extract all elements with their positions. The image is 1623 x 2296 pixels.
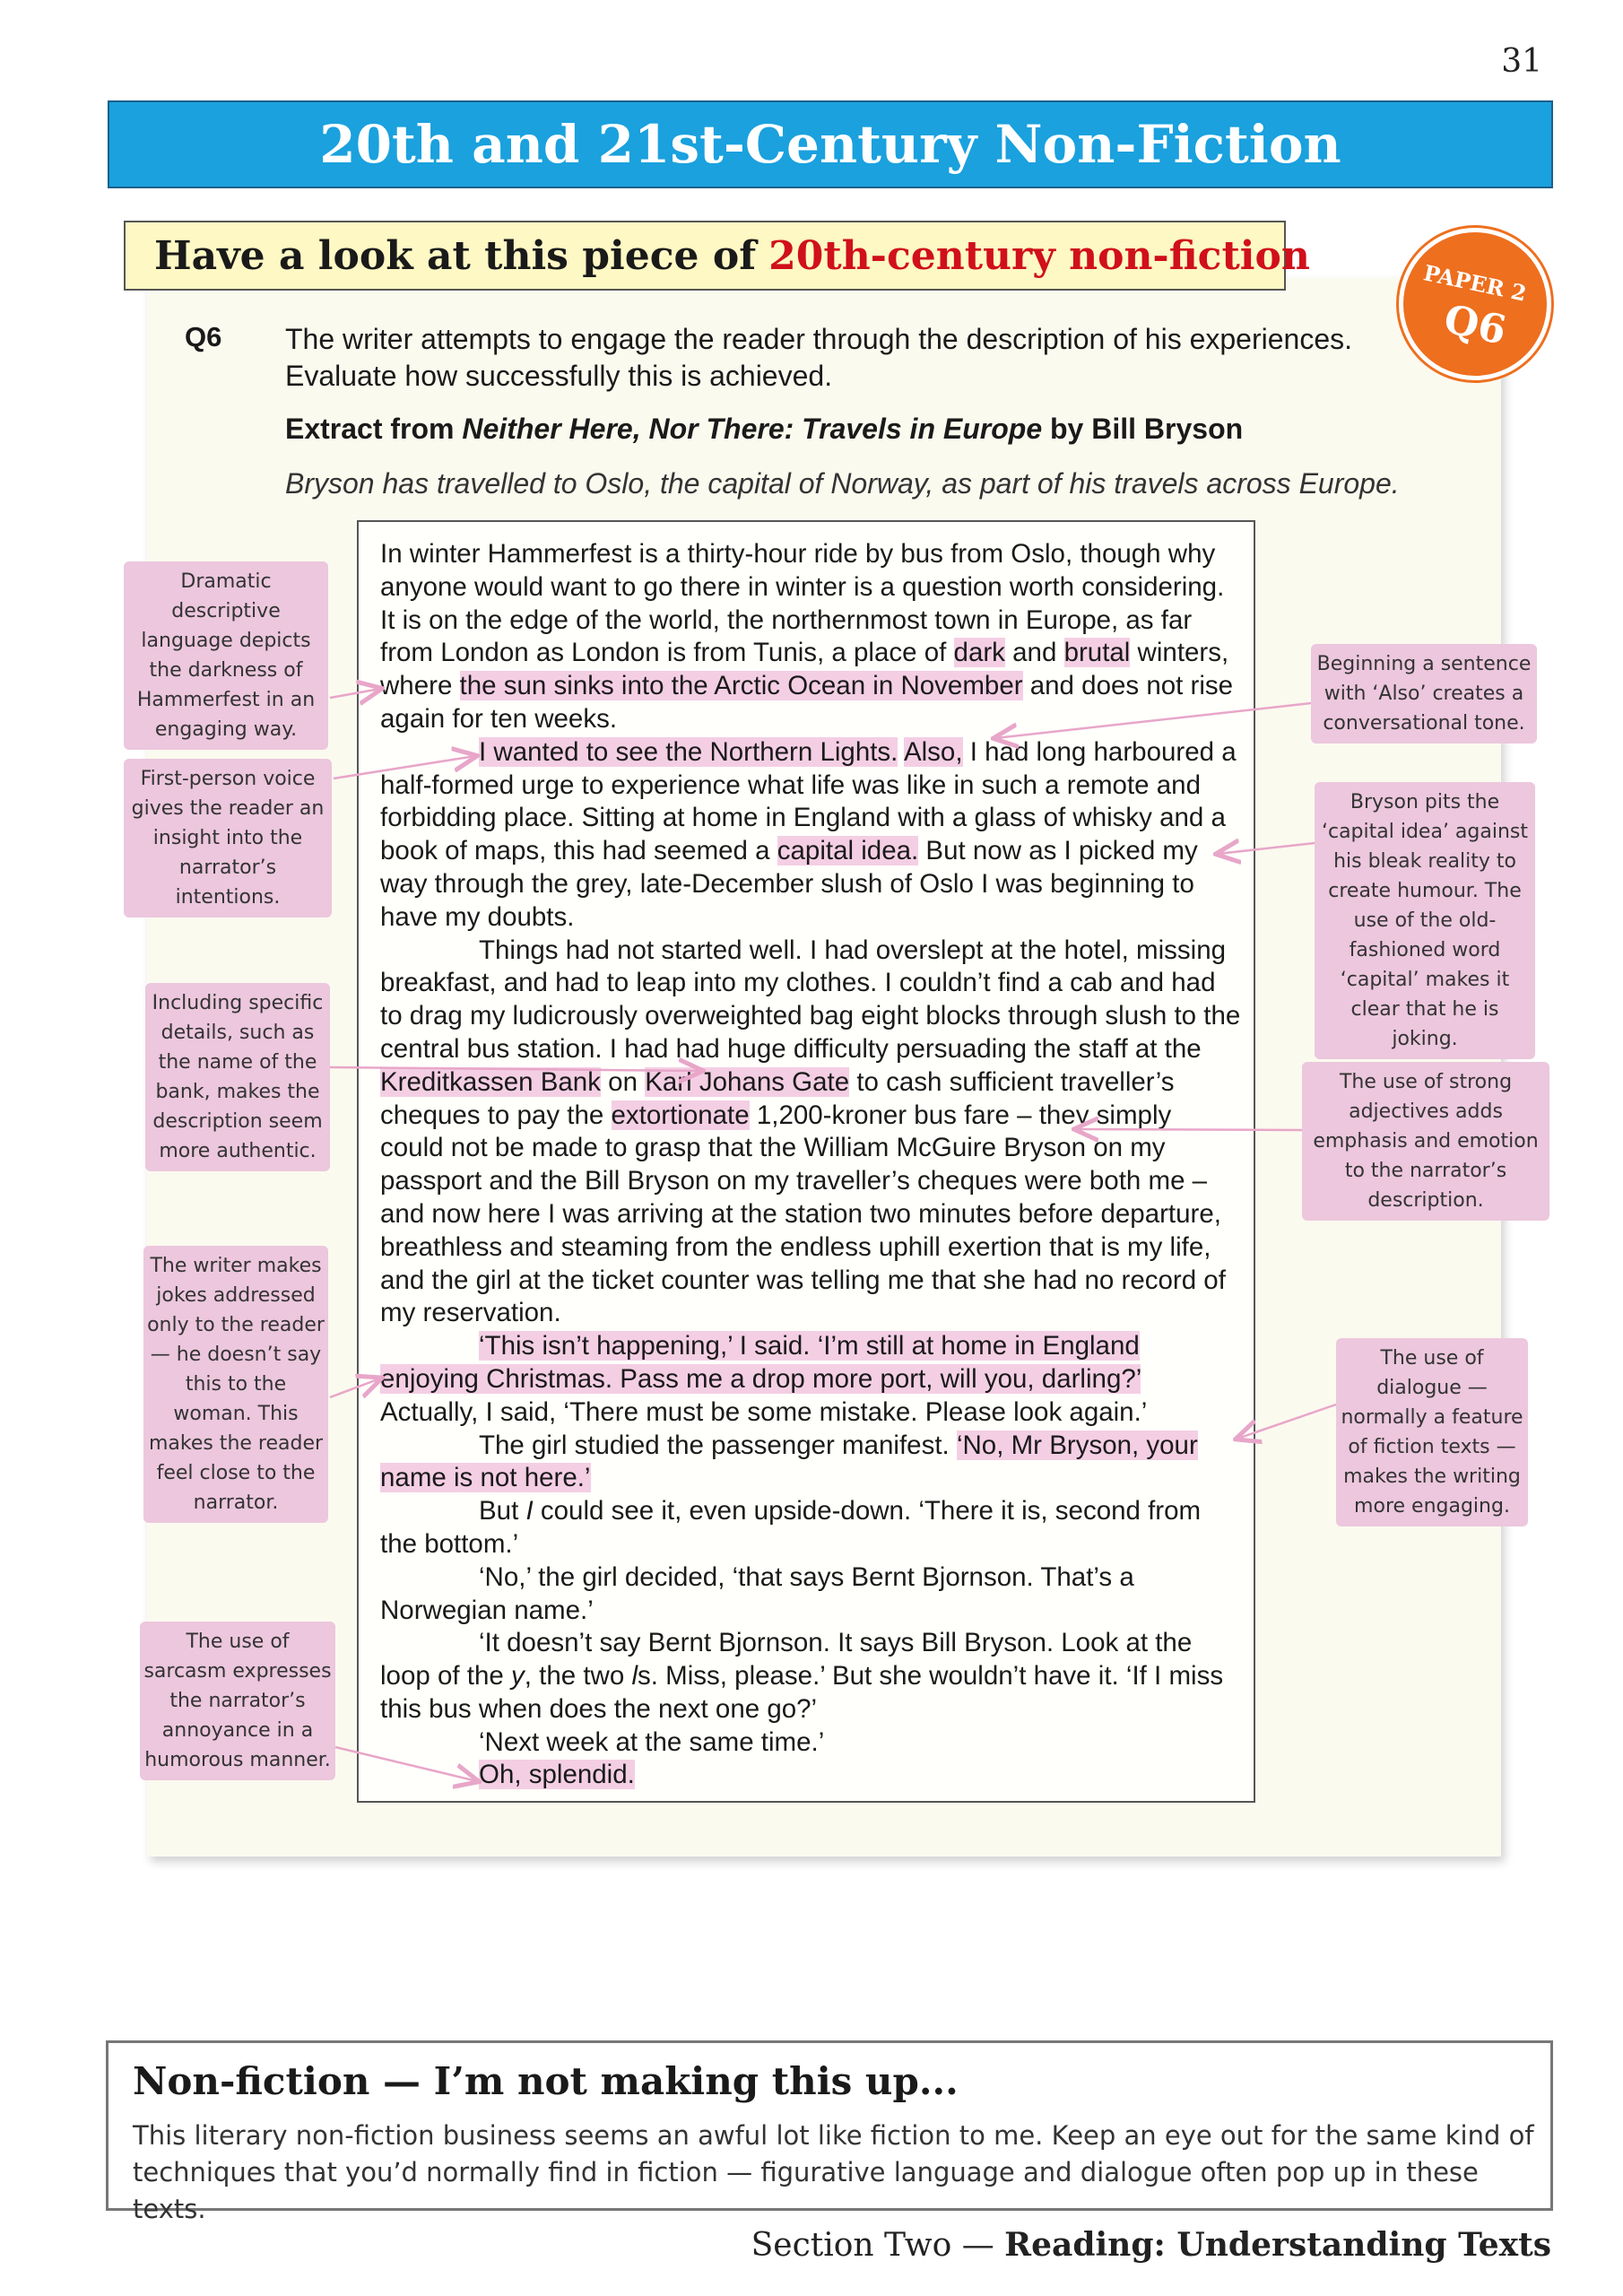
highlight-bank: Kreditkassen Bank (380, 1066, 601, 1097)
paragraph-2: I wanted to see the Northern Lights. Also, I had long harboured a half-formed urge to experience what life was like in such a remote and forbidding place. Sitting at home in England with a glass of whisky and a book of maps, this had seemed a capital idea. But now as I picked my way through the grey, late-December slush of Oslo I was beginning to have my doubts. (380, 736, 1237, 932)
arrow-dramatic (330, 689, 380, 698)
note-specific-details: Including specific details, such as the name of the bank, makes the description seem more authentic. (145, 983, 330, 1171)
highlight-joke: ‘This isn’t happening,’ I said. ‘I’m still at home in England enjoying Christmas. Pass me a drop more port, will you, darling?’ (380, 1331, 1141, 1394)
paragraph-5: The girl studied the passenger manifest. ‘No, Mr Bryson, your name is not here.’ (380, 1430, 1198, 1493)
section-footer (751, 2226, 1551, 2264)
note-dialogue: The use of dialogue — normally a feature of fiction texts — makes the writing more engaging. (1336, 1338, 1528, 1526)
footer-text: This literary non-fiction business seems an awful lot like fiction to me. Keep an eye out for the same kind of techniques that you’d normally find in fiction — figurative language and dialogue often pop up in these texts. (133, 2120, 1534, 2224)
highlight-splendid: Oh, splendid. (479, 1760, 635, 1790)
source-title: Neither Here, Nor There: Travels in Europe (462, 413, 1043, 445)
page-number: 31 (1501, 43, 1542, 80)
note-first-person: First-person voice gives the reader an insight into the narrator’s intentions. (124, 759, 332, 918)
paragraph-6: But I could see it, even upside-down. ‘There it is, second from the bottom.’ (380, 1496, 1202, 1559)
section-prefix: Section Two — (751, 2227, 994, 2264)
paragraph-1: In winter Hammerfest is a thirty-hour ride by bus from Oslo, though why anyone would want to go there in winter is a question worth considering. It is on the edge of the world, the northernmost town in Europe, as far from London as London is from Tunis, a place of dark and brutal winters, where the sun sinks into the Arctic Ocean in November and does not rise again for ten weeks. (380, 539, 1234, 734)
highlight-northern-lights: I wanted to see the Northern Lights. (479, 736, 898, 767)
extract-intro: Bryson has travelled to Oslo, the capital of Norway, as part of his travels across Europe. (285, 467, 1400, 500)
question-label: Q6 (185, 321, 222, 352)
source-author: by Bill Bryson (1050, 413, 1244, 445)
paragraph-3: Things had not started well. I had overslept at the hotel, missing breakfast, and had to leap into my clothes. I couldn’t find a cab and had to drag my ludicrously overweighted bag eight blocks through slush to the central bus station. I had had huge difficulty persuading the staff at the Kreditkassen Bank on Karl Johans Gate to cash sufficient traveller’s cheques to pay the extortionate 1,200-kroner bus fare – they simply could not be made to grasp that the William McGuire Bryson on my passport and the Bill Bryson on my traveller’s cheques were both me – and now here I was arriving at the station two minutes before departure, breathless and steaming from the endless uphill exertion that is my life, and the girl at the ticket counter was telling me that she had no record of my reservation. (380, 935, 1241, 1328)
arrow-dialogue (1237, 1405, 1336, 1439)
highlight-arctic: the sun sinks into the Arctic Ocean in November (459, 671, 1023, 701)
badge-question: Q6 (1439, 296, 1511, 354)
paragraph-8: ‘It doesn’t say Bernt Bjornson. It says Bill Bryson. Look at the loop of the y, the two ls. Miss, please.’ But she wouldn’t have it. ‘If I miss this bus when does the next one go?’ (380, 1628, 1224, 1724)
note-also: Beginning a sentence with ‘Also’ creates a conversational tone. (1311, 644, 1537, 744)
subheading-accent: 20th-century non-fiction (768, 232, 1310, 279)
arrow-jokes (330, 1378, 380, 1397)
note-adjectives: The use of strong adjectives adds emphasis and emotion to the narrator’s description. (1302, 1062, 1549, 1221)
paragraph-9: ‘Next week at the same time.’ (479, 1726, 825, 1757)
section-name: Reading: Understanding Texts (1004, 2226, 1551, 2264)
note-jokes: The writer makes jokes addressed only to the reader — he doesn’t say this to the woman. This makes the reader feel close to the narrator. (143, 1246, 328, 1523)
arrow-also (995, 703, 1311, 738)
arrow-adjectives (1076, 1129, 1302, 1130)
highlight-extortionate: extortionate (611, 1100, 750, 1130)
page-title: 20th and 21st-Century Non-Fiction (319, 114, 1341, 175)
source-prefix: Extract from (285, 413, 455, 445)
highlight-dialogue: ‘No, Mr Bryson, your name is not here.’ (380, 1430, 1198, 1493)
note-dramatic: Dramatic descriptive language depicts the darkness of Hammerfest in an engaging way. (124, 561, 328, 750)
highlight-street: Karl Johans Gate (645, 1066, 850, 1097)
highlight-capital-idea: capital idea. (777, 836, 919, 866)
note-capital-idea: Bryson pits the ‘capital idea’ against his bleak reality to create humour. The use of the old-fashioned word ‘capital’ makes it clear that he is joking. (1315, 782, 1535, 1059)
badge-paper: PAPER 2 (1421, 259, 1529, 307)
arrow-specific (330, 1067, 701, 1071)
arrow-first-person (334, 756, 475, 778)
note-sarcasm: The use of sarcasm expresses the narrator’s annoyance in a humorous manner. (140, 1622, 335, 1780)
arrow-capital-idea (1218, 843, 1315, 854)
footer-title: Non-fiction — I’m not making this up... (133, 2059, 959, 2103)
paragraph-7: ‘No,’ the girl decided, ‘that says Bernt Bjornson. That’s a Norwegian name.’ (380, 1561, 1134, 1625)
paragraph-4: ‘This isn’t happening,’ I said. ‘I’m still at home in England enjoying Christmas. Pass me a drop more port, will you, darling?’ Actually, I said, ‘There must be some mistake. Please look again.’ (380, 1331, 1148, 1427)
highlight-brutal: brutal (1063, 638, 1131, 668)
highlight-dark: dark (953, 638, 1005, 668)
question-text: The writer attempts to engage the reader through the description of his experiences. Evaluate how successfully this is achieved. (285, 323, 1353, 392)
highlight-also: Also, (903, 736, 963, 767)
subheading-prefix: Have a look at this piece of (154, 232, 757, 279)
arrow-sarcasm (335, 1747, 477, 1781)
